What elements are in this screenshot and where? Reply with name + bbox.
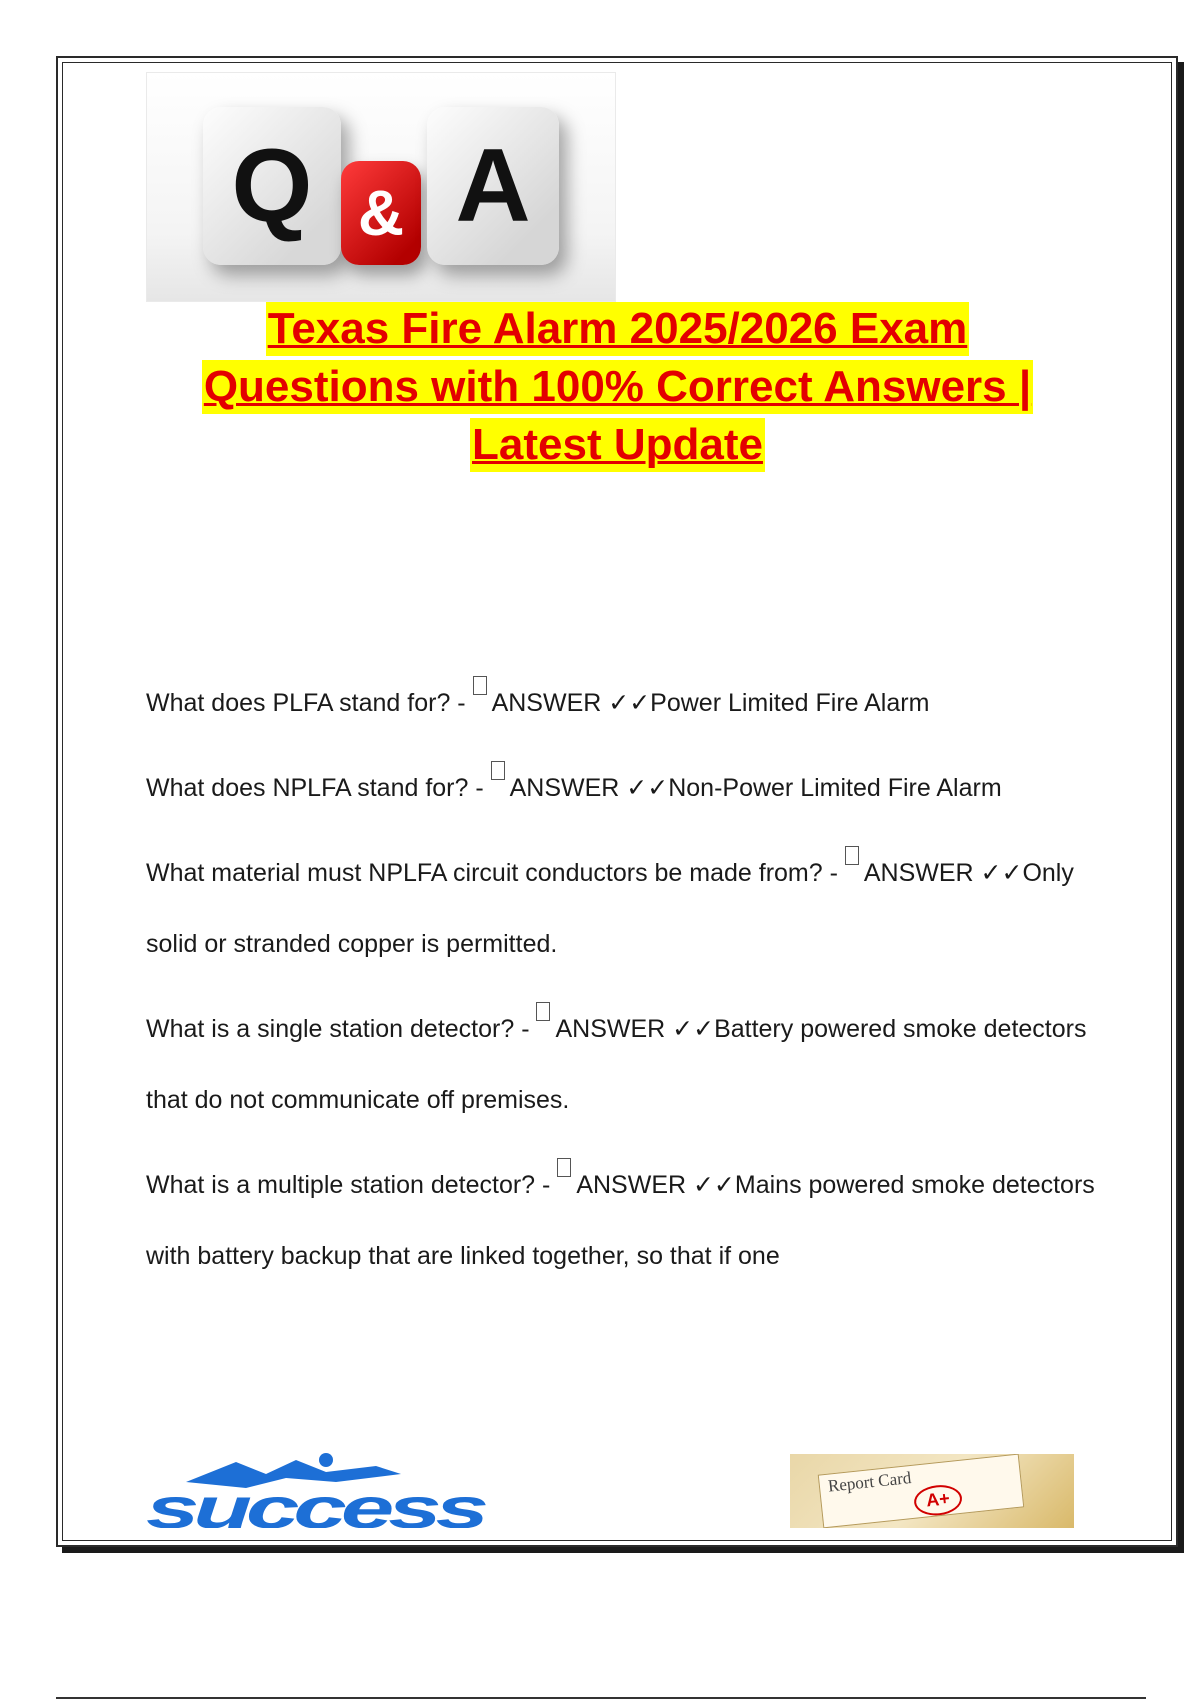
q-and-a-dice-icon — [146, 72, 616, 302]
qa-item — [146, 994, 1096, 1136]
qa-item — [146, 668, 1096, 739]
report-card-image — [790, 1454, 1074, 1528]
answer-text: Non-Power Limited Fire Alarm — [668, 774, 1002, 802]
die-ampersand: & — [341, 161, 421, 265]
qa-item — [146, 753, 1096, 824]
placeholder-box-icon — [845, 846, 859, 865]
title-line-2: Questions with 100% Correct Answers | — [202, 360, 1033, 414]
answer-text: Only solid or stranded copper is permitted. — [146, 859, 1074, 958]
title-line-3: Latest Update — [470, 418, 765, 472]
answer-text: Power Limited Fire Alarm — [650, 689, 930, 717]
grade-badge: A+ — [913, 1483, 964, 1518]
document-title — [130, 300, 1105, 474]
answer-text: Mains powered smoke detectors with battery backup that are linked together, so that if one — [146, 1171, 1095, 1270]
qa-item — [146, 838, 1096, 980]
success-wordmark: success — [146, 1476, 483, 1528]
answer-label: ANSWER ✓✓ — [863, 859, 1023, 887]
answer-label: ANSWER ✓✓ — [555, 1015, 715, 1043]
question-text: What is a single station detector? - — [146, 1015, 530, 1043]
answer-text: Battery powered smoke detectors that do not communicate off premises. — [146, 1015, 1087, 1114]
placeholder-box-icon — [557, 1158, 571, 1177]
placeholder-box-icon — [491, 761, 505, 780]
answer-label: ANSWER ✓✓ — [509, 774, 669, 802]
report-card — [818, 1454, 1025, 1528]
qa-item — [146, 1150, 1096, 1292]
question-text: What material must NPLFA circuit conductors be made from? - — [146, 859, 838, 887]
question-text: What does NPLFA stand for? - — [146, 774, 484, 802]
answer-label: ANSWER ✓✓ — [576, 1171, 735, 1199]
die-a: A — [427, 107, 559, 265]
success-logo — [146, 1452, 786, 1528]
question-text: What is a multiple station detector? - — [146, 1171, 551, 1199]
die-q: Q — [203, 107, 341, 265]
title-line-1: Texas Fire Alarm 2025/2026 Exam — [266, 302, 970, 356]
report-card-label: Report Card — [826, 1468, 913, 1496]
bottom-divider — [56, 1697, 1146, 1699]
answer-label: ANSWER ✓✓ — [491, 689, 651, 717]
question-text: What does PLFA stand for? - — [146, 689, 466, 717]
qa-list — [146, 668, 1096, 1306]
placeholder-box-icon — [473, 676, 487, 695]
placeholder-box-icon — [536, 1002, 550, 1021]
